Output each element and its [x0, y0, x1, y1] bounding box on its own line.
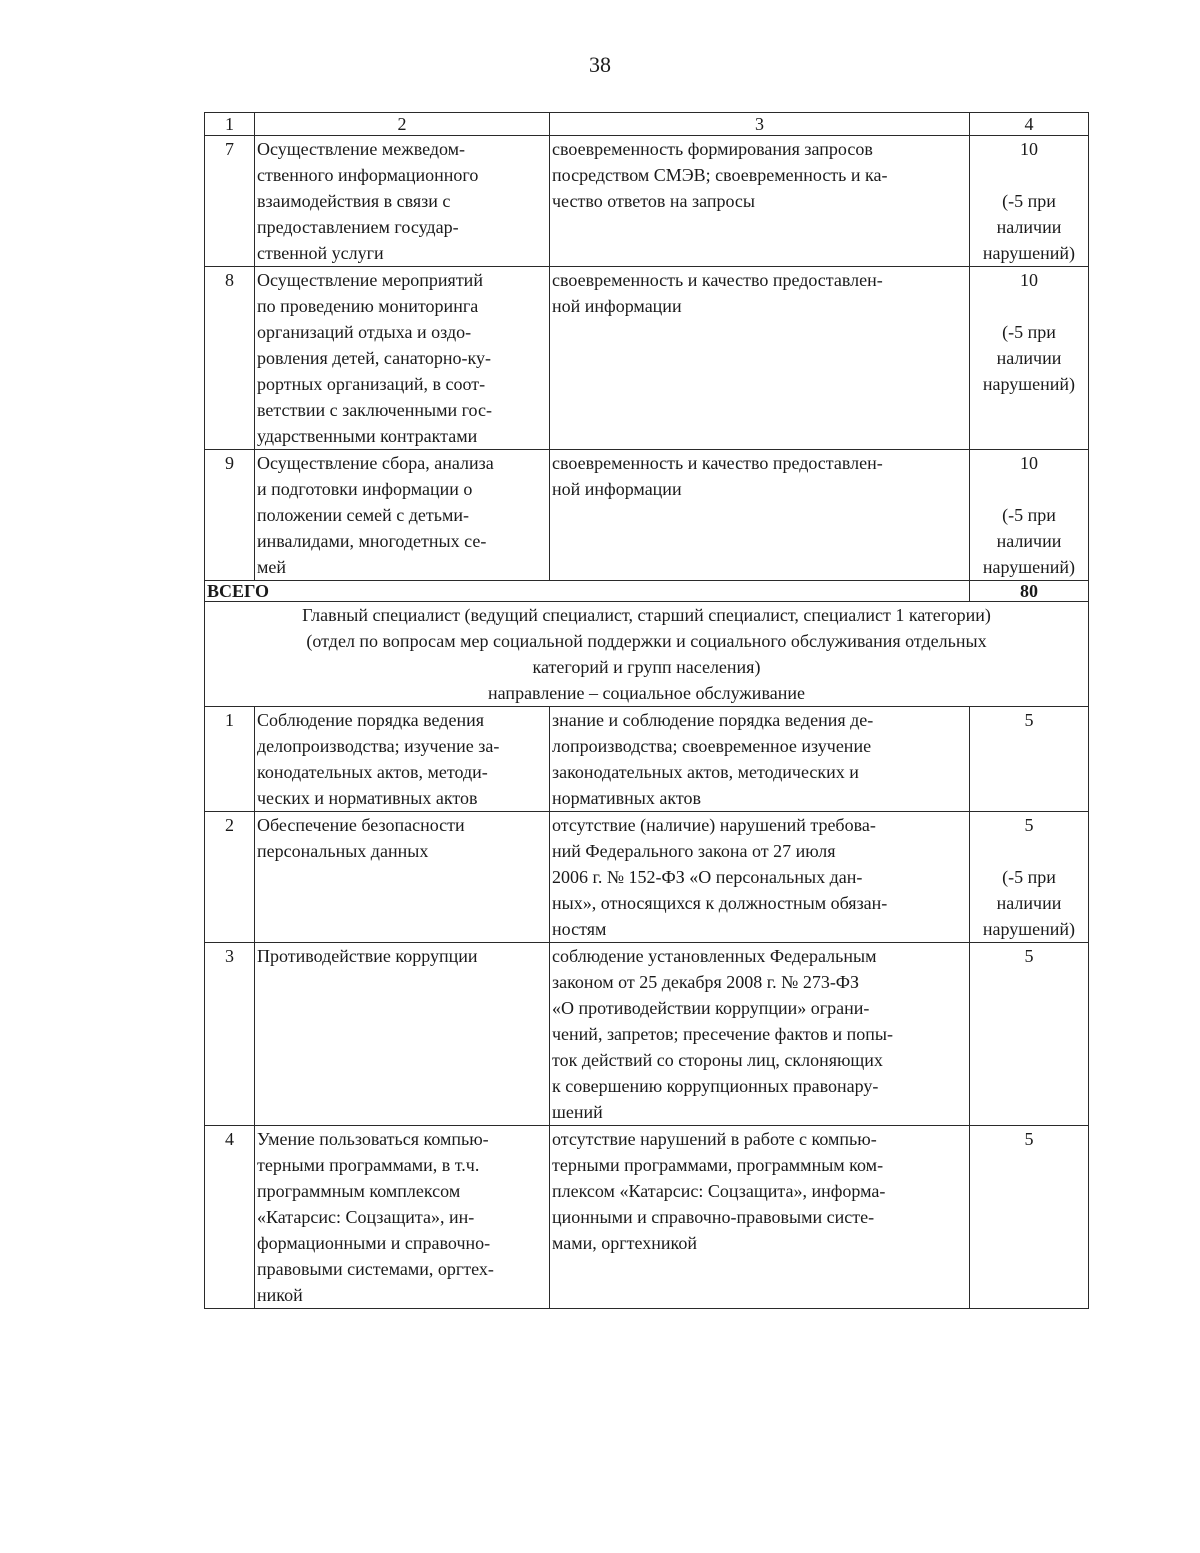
evaluation-criteria: соблюдение установленных Федеральным законом от 25 декабря 2008 г. № 273-ФЗ «О противодействии коррупции» ограни- чений, запретов; пресечение фактов и попы- ток действий со стороны лиц, склоняющих к совершению коррупционных правонару- шений: [550, 943, 970, 1126]
row-number: 4: [205, 1126, 255, 1309]
evaluation-criteria: своевременность и качество предоставлен- ной информации: [550, 450, 970, 581]
section-heading: Главный специалист (ведущий специалист, старший специалист, специалист 1 категории) (отдел по вопросам мер социальной поддержки и социального обслуживания отдельных категорий и групп населения) направление – социальное обслуживание: [205, 602, 1089, 707]
row-number: 3: [205, 943, 255, 1126]
evaluation-criteria: своевременность и качество предоставлен- ной информации: [550, 267, 970, 450]
table-body: [205, 113, 1089, 1309]
table-row: [205, 450, 1089, 581]
indicator-name: Соблюдение порядка ведения делопроизводства; изучение за- конодательных актов, методи- ческих и нормативных актов: [255, 707, 550, 812]
total-value: 80: [970, 581, 1089, 602]
points: 5 (-5 при наличии нарушений): [970, 812, 1089, 943]
column-header: 1: [205, 113, 255, 136]
table-row: [205, 267, 1089, 450]
points: 5: [970, 707, 1089, 812]
evaluation-criteria: знание и соблюдение порядка ведения де- лопроизводства; своевременное изучение законодательных актов, методических и нормативных актов: [550, 707, 970, 812]
total-label: ВСЕГО: [205, 581, 970, 602]
indicator-name: Противодействие коррупции: [255, 943, 550, 1126]
indicator-name: Обеспечение безопасности персональных данных: [255, 812, 550, 943]
points: 10 (-5 при наличии нарушений): [970, 267, 1089, 450]
row-number: 1: [205, 707, 255, 812]
evaluation-criteria: своевременность формирования запросов посредством СМЭВ; своевременность и ка- чество ответов на запросы: [550, 136, 970, 267]
indicator-name: Умение пользоваться компью- терными программами, в т.ч. программным комплексом «Катарсис: Соцзащита», ин- формационными и справочно- правовыми системами, оргтех- никой: [255, 1126, 550, 1309]
column-header: 3: [550, 113, 970, 136]
total-row: [205, 581, 1089, 602]
evaluation-criteria: отсутствие (наличие) нарушений требова- ний Федерального закона от 27 июля 2006 г. № 152-ФЗ «О персональных дан- ных», относящихся к должностным обязан- ностям: [550, 812, 970, 943]
row-number: 7: [205, 136, 255, 267]
indicator-name: Осуществление мероприятий по проведению мониторинга организаций отдыха и оздо- ровления детей, санаторно-ку- рортных организаций, в соот- ветствии с заключенными гос- ударственными контрактами: [255, 267, 550, 450]
criteria-table: [204, 112, 1089, 1309]
section-heading-row: [205, 602, 1089, 707]
indicator-name: Осуществление сбора, анализа и подготовки информации о положении семей с детьми- инвалидами, многодетных се- мей: [255, 450, 550, 581]
table-row: [205, 707, 1089, 812]
page-number: 38: [589, 52, 611, 77]
row-number: 2: [205, 812, 255, 943]
row-number: 9: [205, 450, 255, 581]
row-number: 8: [205, 267, 255, 450]
points: 10 (-5 при наличии нарушений): [970, 450, 1089, 581]
table-row: [205, 1126, 1089, 1309]
table-row: [205, 136, 1089, 267]
evaluation-criteria: отсутствие нарушений в работе с компью- терными программами, программным ком- плексом «Катарсис: Соцзащита», информа- ционными и справочно-правовыми систе- мами, оргтехникой: [550, 1126, 970, 1309]
table-row: [205, 812, 1089, 943]
points: 5: [970, 943, 1089, 1126]
points: 10 (-5 при наличии нарушений): [970, 136, 1089, 267]
column-header: 2: [255, 113, 550, 136]
column-header: 4: [970, 113, 1089, 136]
column-number-row: [205, 113, 1089, 136]
points: 5: [970, 1126, 1089, 1309]
table-row: [205, 943, 1089, 1126]
indicator-name: Осуществление межведом- ственного информационного взаимодействия в связи с предоставлением государ- ственной услуги: [255, 136, 550, 267]
